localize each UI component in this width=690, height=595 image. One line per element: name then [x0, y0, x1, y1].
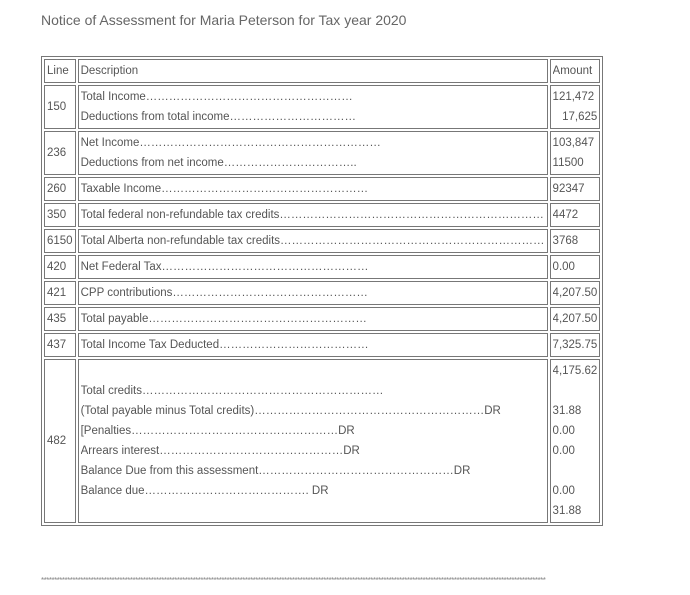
- description-cell: [78, 85, 548, 129]
- credit-item: Total credits………………………………………………………: [80, 385, 384, 397]
- description-text: Net Income………………………………………………………: [80, 137, 381, 149]
- description-cell: Total Income Tax Deducted…………………………………: [78, 333, 548, 357]
- description-cell: Total payable…………………………………………………: [78, 307, 548, 331]
- table-row: [44, 85, 600, 129]
- line-number: 236: [44, 131, 76, 175]
- table-row: [44, 131, 600, 175]
- amount-value: 17,625: [562, 111, 598, 123]
- line-number: 150: [44, 85, 76, 129]
- table-row: [44, 255, 600, 279]
- line-number: 350: [44, 203, 76, 227]
- table-row: [44, 333, 600, 357]
- amount-cell: 4,207.50: [550, 307, 601, 331]
- credits-row: [44, 359, 600, 523]
- table-row: [44, 281, 600, 305]
- header-line: Line: [44, 59, 76, 83]
- credits-amount-cell: [550, 359, 601, 523]
- credit-item: Balance Due from this assessment……………………………………………DR: [80, 465, 471, 477]
- table-row: [44, 177, 600, 201]
- amount-value: 11500: [552, 157, 584, 169]
- line-number: 260: [44, 177, 76, 201]
- table-row: [44, 203, 600, 227]
- line-number: 435: [44, 307, 76, 331]
- header-description: Description: [78, 59, 548, 83]
- amount-cell: 92347: [550, 177, 601, 201]
- amount-value: 31.88: [552, 405, 582, 417]
- table-row: [44, 229, 600, 253]
- table-row: [44, 307, 600, 331]
- credit-item: [Penalties………………………………………………DR: [80, 425, 355, 437]
- amount-value: 4,175.62: [552, 365, 598, 377]
- description-text: Total Income………………………………………………: [80, 91, 353, 103]
- amount-value: [553, 381, 598, 401]
- table-header-row: [44, 59, 600, 83]
- amount-cell: 3768: [550, 229, 601, 253]
- line-number: 421: [44, 281, 76, 305]
- credit-item: (Total payable minus Total credits)……………………………………………………DR: [80, 405, 501, 417]
- amount-cell: 0.00: [550, 255, 601, 279]
- description-cell: [78, 131, 548, 175]
- amount-value: 0.00: [552, 485, 575, 497]
- amount-value: 121,472: [552, 91, 595, 103]
- header-amount: Amount: [550, 59, 601, 83]
- credit-item: Arrears interest…………………………………………DR: [80, 445, 360, 457]
- credit-item: [81, 501, 545, 521]
- line-number: 437: [44, 333, 76, 357]
- amount-cell: 4472: [550, 203, 601, 227]
- line-number: 482: [44, 359, 76, 523]
- description-text: Deductions from net income……………………………..: [80, 157, 357, 169]
- amount-cell: [550, 85, 601, 129]
- line-number: 6150: [44, 229, 76, 253]
- amount-cell: [550, 131, 601, 175]
- description-cell: CPP contributions……………………………………………: [78, 281, 548, 305]
- amount-value: 0.00: [552, 425, 575, 437]
- description-cell: Taxable Income………………………………………………: [78, 177, 548, 201]
- credit-item: Balance due……………………………………. DR: [80, 485, 329, 497]
- credits-description-cell: [78, 359, 548, 523]
- description-text: Deductions from total income……………………………: [80, 111, 357, 123]
- assessment-table: [41, 56, 603, 526]
- description-cell: Total Alberta non-refundable tax credits……………………………………………………………: [78, 229, 548, 253]
- amount-value: 31.88: [552, 505, 582, 517]
- line-number: 420: [44, 255, 76, 279]
- amount-value: 0.00: [552, 445, 575, 457]
- page-title: Notice of Assessment for Maria Peterson for Tax year 2020: [41, 12, 407, 28]
- description-cell: Net Federal Tax………………………………………………: [78, 255, 548, 279]
- amount-value: 103,847: [552, 137, 595, 149]
- amount-value: [553, 461, 598, 481]
- separator-line: *************************************************************************************************************************************************************************************************: [41, 576, 546, 585]
- amount-cell: 4,207.50: [550, 281, 601, 305]
- description-cell: Total federal non-refundable tax credits……………………………………………………………: [78, 203, 548, 227]
- amount-cell: 7,325.75: [550, 333, 601, 357]
